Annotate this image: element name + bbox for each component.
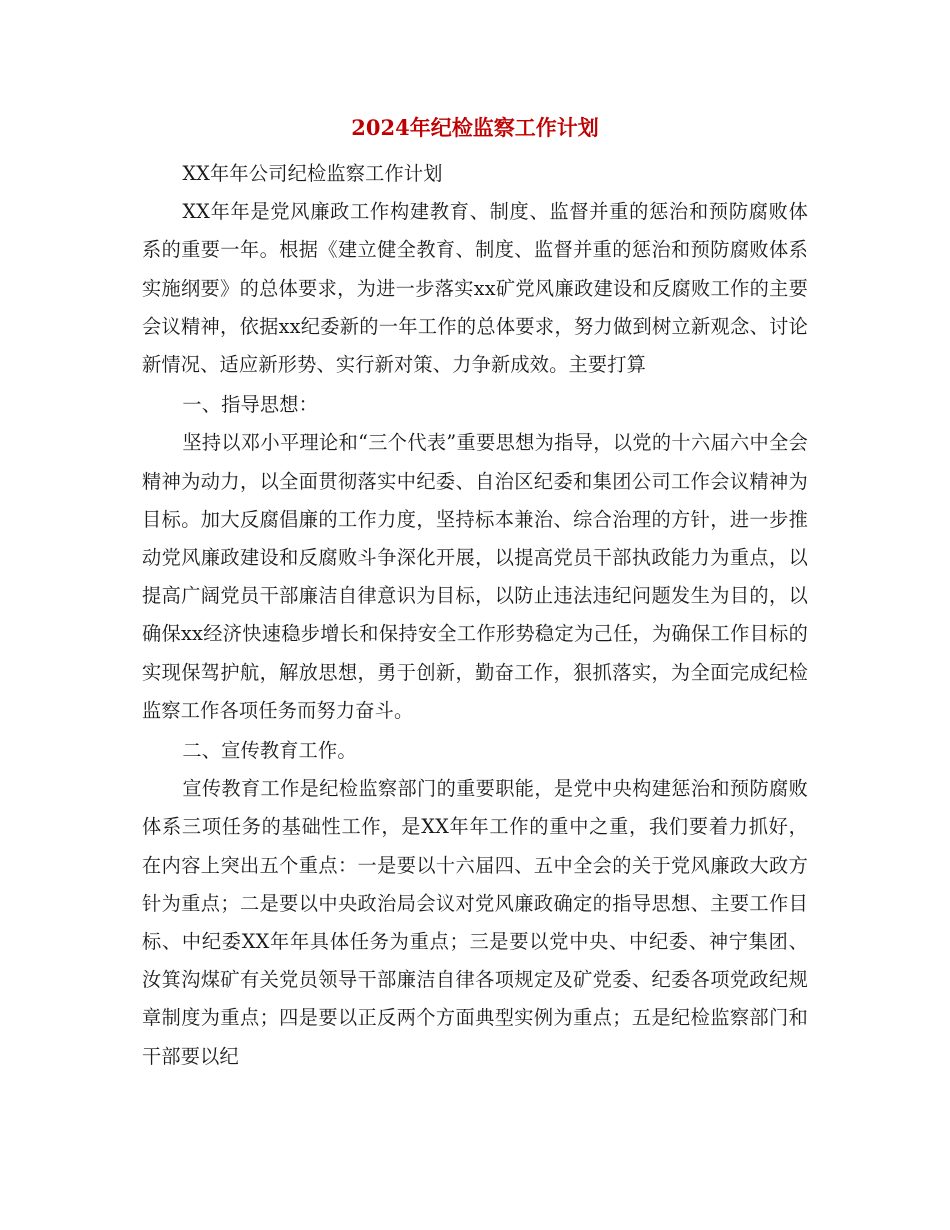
document-body [142, 155, 808, 1076]
paragraph-education: 宣传教育工作是纪检监察部门的重要职能，是党中央构建惩治和预防腐败体系三项任务的基础性工作，是XX年年工作的重中之重，我们要着力抓好，在内容上突出五个重点：一是要以十六届四、五中全会的关于党风廉政大政方针为重点；二是要以中央政治局会议对党风廉政确定的指导思想、主要工作目标、中纪委XX年年具体任务为重点；三是要以党中央、中纪委、神宁集团、汝箕沟煤矿有关党员领导干部廉洁自律各项规定及矿党委、纪委各项党政纪规章制度为重点；四是要以正反两个方面典型实例为重点；五是纪检监察部门和干部要以纪 [142, 777, 808, 1068]
paragraph-intro: XX年年是党风廉政工作构建教育、制度、监督并重的惩治和预防腐败体系的重要一年。根据《建立健全教育、制度、监督并重的惩治和预防腐败体系实施纲要》的总体要求，为进一步落实xx矿党风廉政建设和反腐败工作的主要会议精神，依据xx纪委新的一年工作的总体要求，努力做到树立新观念、讨论新情况、适应新形势、实行新对策、力争新成效。主要打算 [142, 200, 808, 377]
section-heading-education: 二、宣传教育工作。 [182, 739, 357, 763]
paragraph-guiding-ideology: 坚持以邓小平理论和“三个代表”重要思想为指导，以党的十六届六中全会精神为动力，以全面贯彻落实中纪委、自治区纪委和集团公司工作会议精神为目标。加大反腐倡廉的工作力度，坚持标本兼治、综合治理的方针，进一步推动党风廉政建设和反腐败斗争深化开展，以提高党员干部执政能力为重点，以提高广阔党员干部廉洁自律意识为目标，以防止违法违纪问题发生为目的，以确保xx经济快速稳步增长和保持安全工作形势稳定为己任，为确保工作目标的实现保驾护航，解放思想，勇于创新，勤奋工作，狠抓落实，为全面完成纪检监察工作各项任务而努力奋斗。 [142, 431, 808, 722]
section-heading-guiding-ideology: 一、指导思想： [182, 393, 319, 417]
document-title: 2024年纪检监察工作计划 [351, 115, 599, 140]
paragraph-subtitle: XX年年公司纪检监察工作计划 [182, 162, 443, 185]
